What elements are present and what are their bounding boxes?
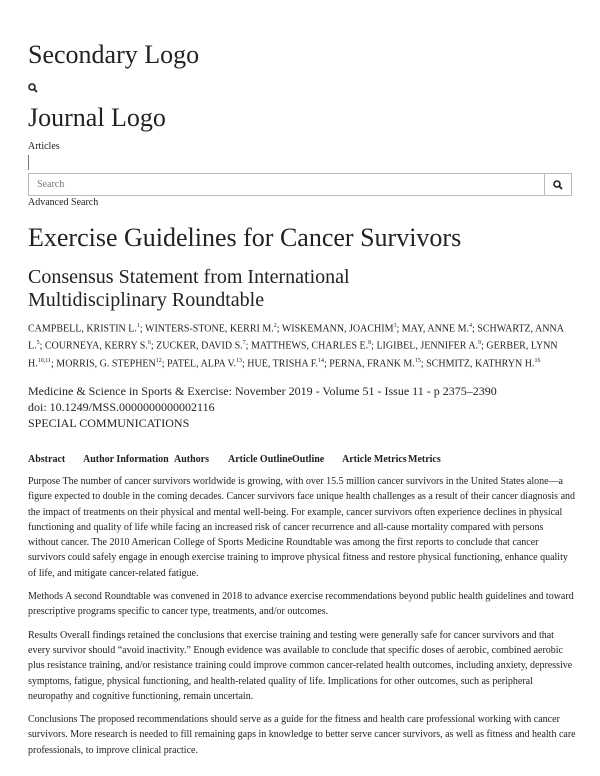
abstract-conclusions: Conclusions The proposed recommendations should serve as a guide for the fitness and health care professional working with cancer survivors. More research is needed to fill remaining gaps in knowledge to better serve cancer survivors, as well as fitness and health care professionals, to improve clinical practice.: [28, 714, 576, 756]
author-link[interactable]: PERNA, FRANK M.: [329, 357, 415, 369]
author-link[interactable]: SCHMITZ, KATHRYN H.: [426, 357, 535, 369]
tab-authors[interactable]: Authors: [174, 454, 210, 465]
author-affiliation: 1: [136, 323, 140, 329]
author-affiliation: 15: [414, 357, 421, 364]
author-link[interactable]: HUE, TRISHA F.: [247, 357, 318, 369]
search-icon[interactable]: [28, 80, 38, 98]
author-link[interactable]: WINTERS-STONE, KERRI M.: [145, 323, 274, 335]
tab-outline[interactable]: Outline: [292, 454, 325, 465]
abstract-results: Results Overall findings retained the conclusions that exercise training and testing were generally safe for cancer survivors and that every survivor should “avoid inactivity.” Enough evidence was available to conclude that specific doses of aerobic, combined aerobic plus resistance training, and/or resistance training could improve common cancer-related health outcomes, including anxiety, depressive symptoms, fatigue, physical functioning, and health-related quality of life. Implications for other outcomes, such as peripheral neuropathy and cognitive functioning, remain uncertain.: [28, 629, 573, 702]
author-link[interactable]: MORRIS, G. STEPHEN: [56, 357, 156, 369]
author-affiliation: 13: [235, 357, 242, 364]
article-tabs: [28, 454, 588, 468]
articles-label: Articles: [28, 141, 60, 152]
author-link[interactable]: PATEL, ALPA V.: [167, 357, 236, 369]
search-input[interactable]: [29, 174, 544, 195]
author-affiliation: 4: [469, 323, 473, 329]
author-affiliation: 7: [242, 340, 246, 347]
abstract: [28, 474, 576, 758]
tab-metrics[interactable]: Metrics: [408, 454, 441, 465]
author-affiliation: 6: [147, 340, 151, 347]
author-affiliation: 16: [534, 357, 541, 364]
author-link[interactable]: WISKEMANN, JOACHIM: [281, 323, 394, 335]
author-link[interactable]: GERBER, LYNN H.: [28, 340, 558, 369]
author-affiliation: 14: [317, 357, 324, 364]
tab-abstract[interactable]: Abstract: [28, 454, 66, 465]
author-affiliation: 9: [478, 340, 482, 347]
search-button[interactable]: [544, 174, 571, 195]
secondary-logo[interactable]: Secondary Logo: [28, 40, 200, 69]
author-link[interactable]: MAY, ANNE M.: [401, 323, 470, 335]
author-affiliation: 2: [273, 323, 277, 329]
search-scope-select[interactable]: [28, 155, 29, 170]
tab-article-metrics[interactable]: Article Metrics: [342, 454, 407, 465]
article-section: SPECIAL COMMUNICATIONS: [28, 416, 190, 430]
doi: doi: 10.1249/MSS.0000000000002116: [28, 400, 215, 414]
author-affiliation: 3: [393, 323, 397, 329]
author-link[interactable]: MATTHEWS, CHARLES E.: [250, 340, 369, 352]
author-affiliation: 8: [368, 340, 372, 347]
search-icon: [553, 180, 563, 190]
abstract-purpose: Purpose The number of cancer survivors worldwide is growing, with over 15.5 million cancer survivors in the United States alone—a figure expected to double in the coming decades. Cancer survivors face unique health challenges as a result of their cancer diagnosis and the impact of treatments on their physical and mental well-being. For example, cancer survivors often experience declines in physical functioning and quality of life while facing an increased risk of cancer recurrence and all-cause mortality compared with persons without cancer. The 2010 American College of Sports Medicine Roundtable was among the first reports to conclude that cancer survivors could safely engage in enough exercise training to improve physical fitness and restore physical functioning, enhance quality of life, and mitigate cancer-related fatigue.: [28, 476, 576, 579]
author-affiliation: 10,11: [37, 357, 52, 364]
citation: Medicine & Science in Sports & Exercise: November 2019 - Volume 51 - Issue 11 - p 2375–2390: [28, 384, 497, 398]
search-bar: [28, 173, 572, 196]
author-link[interactable]: LIGIBEL, JENNIFER A.: [376, 340, 479, 352]
abstract-methods: Methods A second Roundtable was convened in 2018 to advance exercise recommendations beyond public health guidelines and toward prescriptive programs specific to cancer type, treatments, and/or outcomes.: [28, 591, 574, 618]
author-link[interactable]: CAMPBELL, KRISTIN L.: [28, 323, 137, 335]
author-affiliation: 12: [155, 357, 162, 364]
tab-article-outline[interactable]: Article Outline: [228, 454, 293, 465]
author-list: CAMPBELL, KRISTIN L.$^1$; WINTERS-STONE, KERRI M.$^2$; WISKEMANN, JOACHIM$^3$; MAY, ANNE M.$^4$; SCHWARTZ, ANNA L.$^5$; COURNEYA, KERRY S.$^6$; ZUCKER, DAVID S.$^7$; MATTHEWS, CHARLES E.$^8$; LIGIBEL, JENNIFER A.$^9$; GERBER, LYNN H.$^{10,11}$; MORRIS, G. STEPHEN$^{12}$; PATEL, ALPA V.$^{13}$; HUE, TRISHA F.$^{14}$; PERNA, FRANK M.$^{15}$; SCHMITZ, KATHRYN H.$^{16}$: [28, 323, 564, 369]
tab-author-information[interactable]: Author Information: [83, 454, 169, 465]
journal-logo[interactable]: Journal Logo: [28, 103, 166, 132]
author-link[interactable]: COURNEYA, KERRY S.: [44, 340, 148, 352]
advanced-search-link[interactable]: Advanced Search: [28, 197, 99, 208]
article-subtitle: Consensus Statement from International Multidisciplinary Roundtable: [28, 266, 350, 311]
author-link[interactable]: ZUCKER, DAVID S.: [156, 340, 243, 352]
author-link[interactable]: SCHWARTZ, ANNA L.: [28, 323, 564, 352]
author-affiliation: 5: [36, 340, 40, 347]
article-title: Exercise Guidelines for Cancer Survivors: [28, 223, 462, 252]
